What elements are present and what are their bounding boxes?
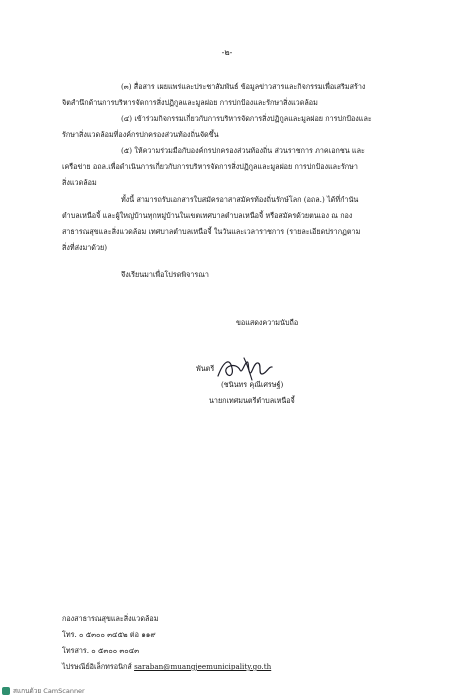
scanner-watermark-text: สแกนด้วย CamScanner: [13, 687, 85, 695]
footer-phone: โทร. ๐ ๕๓๐๐ ๓๔๕๒ ต่อ ๑๑๙: [62, 630, 156, 639]
paragraph-4-line-2: รักษาสิ่งแวดล้อมที่องค์กรปกครองส่วนท้องถิ่นจัดขึ้น: [62, 130, 219, 139]
signatory-name: (ชนินทร คุณีเศรษฐ์): [221, 380, 284, 389]
handwritten-signature: [214, 354, 280, 382]
paragraph-3-line-1: (๓) สื่อสาร เผยแพร่และประชาสัมพันธ์ ข้อมูลข่าวสารและกิจกรรมเพื่อเสริมสร้าง: [121, 82, 366, 91]
camscanner-logo-icon: [2, 687, 10, 695]
footer-email-link[interactable]: saraban@muangjeemunicipality.go.th: [134, 662, 272, 671]
main-paragraph-line-1: ทั้งนี้ สามารถรับเอกสารใบสมัครอาสาสมัครท้องถิ่นรักษ์โลก (อถล.) ได้ที่กำนัน: [121, 195, 359, 204]
paragraph-5-line-3: สิ่งแวดล้อม: [62, 178, 97, 187]
paragraph-3-line-2: จิตสำนึกด้านการบริหารจัดการสิ่งปฏิกูลและมูลฝอย การปกป้องและรักษาสิ่งแวดล้อม: [62, 98, 318, 107]
footer-email-line: [62, 662, 271, 672]
main-paragraph-line-3: สาธารณสุขและสิ่งแวดล้อม เทศบาลตำบลเหนือจี้ ในวันและเวลาราชการ (รายละเอียดปรากฏตาม: [62, 227, 361, 236]
footer-fax: โทรสาร. ๐ ๕๓๐๐ ๓๐๔๓: [62, 646, 140, 655]
paragraph-5-line-1: (๕) ให้ความร่วมมือกับองค์กรปกครองส่วนท้องถิ่น ส่วนราชการ ภาคเอกชน และ: [121, 146, 365, 155]
scanner-watermark: [2, 686, 85, 696]
paragraph-4-line-1: (๔) เข้าร่วมกิจกรรมเกี่ยวกับการบริหารจัดการสิ่งปฏิกูลและมูลฝอย การปกป้องและ: [121, 114, 372, 123]
closing-line: จึงเรียนมาเพื่อโปรดพิจารณา: [121, 270, 209, 279]
signatory-position: นายกเทศมนตรีตำบลเหนือจี้: [209, 396, 295, 405]
main-paragraph-line-2: ตำบลเหนือจี้ และผู้ใหญ่บ้านทุกหมู่บ้านในเขตเทศบาลตำบลเหนือจี้ หรือสมัครด้วยตนเอง ณ กอง: [62, 211, 353, 220]
main-paragraph-line-4: สิ่งที่ส่งมาด้วย): [62, 243, 108, 252]
respect-line: ขอแสดงความนับถือ: [236, 318, 299, 327]
paragraph-5-line-2: เครือข่าย อถล.เพื่อดำเนินการเกี่ยวกับการบริหารจัดการสิ่งปฏิกูลและมูลฝอย การปกป้องและรักษา: [62, 162, 358, 171]
footer-division: กองสาธารณสุขและสิ่งแวดล้อม: [62, 614, 159, 623]
footer-email-label: ไปรษณีย์อิเล็กทรอนิกส์: [62, 662, 132, 671]
page-number: -๒-: [221, 48, 233, 57]
signatory-rank: พันตรี: [196, 364, 215, 373]
